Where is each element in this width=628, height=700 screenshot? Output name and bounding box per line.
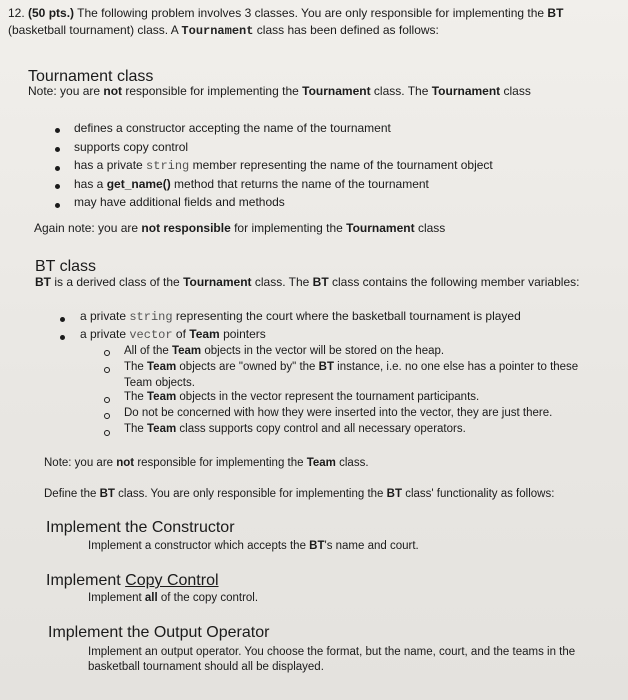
bt-sub-5: The Team class supports copy control and all necessary operators.: [124, 423, 466, 435]
bt-member-1: a private string representing the court where the basketball tournament is played: [80, 309, 521, 324]
bullet-icon: [60, 335, 65, 340]
tournament-heading: Tournament class: [28, 68, 154, 85]
copy-control-heading: Implement Copy Control: [46, 572, 219, 589]
define-instruction: Define the BT class. You are only responsible for implementing the BT class' functionality as follows:: [44, 488, 555, 500]
question-line-1: 12. (50 pts.) The following problem involves 3 classes. You are only responsible for implementing the BT: [8, 6, 564, 20]
bullet-icon: [55, 166, 60, 171]
constructor-heading: Implement the Constructor: [46, 519, 235, 536]
bt-heading: BT class: [35, 258, 97, 275]
tournament-item-1: defines a constructor accepting the name of the tournament: [74, 121, 391, 135]
circle-bullet-icon: [104, 397, 110, 403]
constructor-desc: Implement a constructor which accepts the BT's name and court.: [88, 540, 419, 552]
circle-bullet-icon: [104, 413, 110, 419]
bullet-icon: [55, 184, 60, 189]
bt-intro: BT is a derived class of the Tournament class. The BT class contains the following member variables:: [35, 275, 580, 289]
circle-bullet-icon: [104, 350, 110, 356]
bullet-icon: [55, 128, 60, 133]
bt-sub-4: Do not be concerned with how they were inserted into the vector, they are just there.: [124, 407, 553, 419]
bullet-icon: [55, 203, 60, 208]
bt-sub-1: All of the Team objects in the vector will be stored on the heap.: [124, 345, 445, 357]
team-note: Note: you are not responsible for implementing the Team class.: [44, 457, 369, 469]
tournament-note: Note: you are not responsible for implementing the Tournament class. The Tournament class: [28, 84, 531, 98]
tournament-item-3: has a private string member representing the name of the tournament object: [74, 158, 493, 173]
tournament-item-2: supports copy control: [74, 140, 189, 154]
copy-control-desc: Implement all of the copy control.: [88, 592, 259, 604]
output-operator-desc-2: basketball tournament should all be displayed.: [88, 661, 324, 673]
circle-bullet-icon: [104, 430, 110, 436]
tournament-item-5: may have additional fields and methods: [74, 195, 285, 209]
bullet-icon: [55, 147, 60, 152]
bt-sub-2: The Team objects are "owned by" the BT instance, i.e. no one else has a pointer to these: [124, 361, 579, 373]
bullet-icon: [60, 317, 65, 322]
output-operator-heading: Implement the Output Operator: [48, 624, 270, 641]
bt-sub-3: The Team objects in the vector represent the tournament participants.: [124, 391, 480, 403]
bt-sub-2-cont: Team objects.: [124, 377, 195, 389]
question-line-2: (basketball tournament) class. A Tournament class has been defined as follows:: [8, 23, 439, 38]
output-operator-desc-1: Implement an output operator. You choose the format, but the name, court, and the teams in the: [88, 646, 576, 658]
bt-member-2: a private vector of Team pointers: [80, 327, 266, 342]
circle-bullet-icon: [104, 367, 110, 373]
again-note: Again note: you are not responsible for implementing the Tournament class: [34, 221, 446, 235]
tournament-item-4: has a get_name() method that returns the name of the tournament: [74, 177, 429, 191]
